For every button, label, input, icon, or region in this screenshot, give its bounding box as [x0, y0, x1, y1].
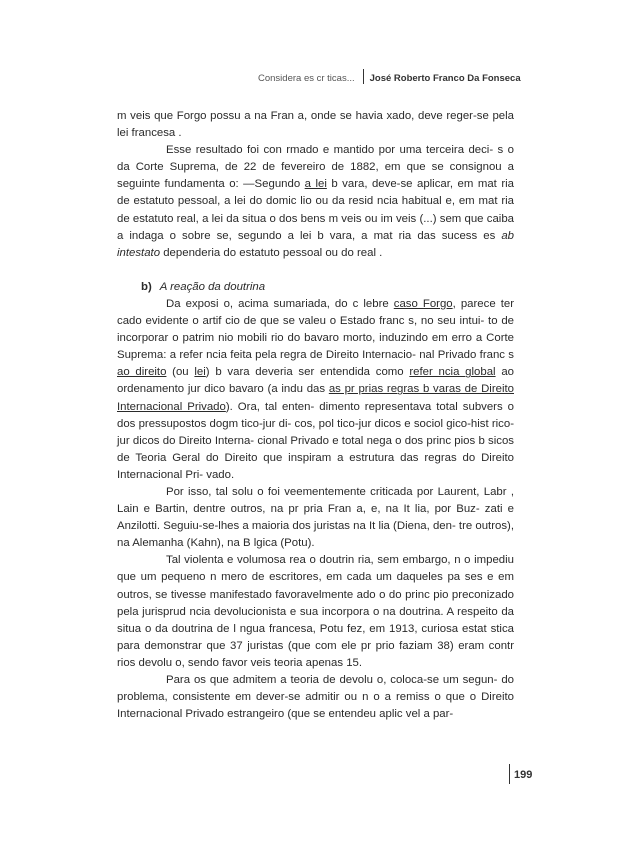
p3-text-c: (ou [166, 366, 195, 379]
p2-text-b: b vara, deve-se aplicar, em mat ria de estatuto pessoal, a lei do domic lio ou da resid ncia habitual e, em mat ria de estatuto real, a lei da situa o dos bens m veis ou im veis (...) sem que caiba a indaga o sobre se, segundo a lei b vara, a mat ria das sucess es [117, 178, 514, 242]
paragraph-6: Para os que admitem a teoria de devolu o, coloca-se um segun- do problema, consistente em dever-se admitir ou n o a remiss o que o Direito Internacional Privado estrangeiro (que se entendeu aplic vel a par- [117, 674, 514, 721]
page-body [117, 108, 514, 723]
paragraph-5: Tal violenta e volumosa rea o doutrin ria, sem embargo, n o impediu que um pequeno n mero de escritores, em cada um daqueles pa ses e em outros, se tivesse manifestado favoravelmente ado o do princ pio preconizado pela jurisprud ncia devolucionista e sua incorpora o na doutrina. A respeito da situa o da doutrina de l ngua francesa, Potu fez, em 1913, curiosa estat stica para demonstrar que 37 juristas (que com ele pr prio faziam 38) eram contr rios devolu o, sendo favor veis teoria apenas 15. [117, 554, 514, 669]
p3-text-e: ao ordenamento jur dico bavaro (a indu das [117, 366, 514, 396]
p3-text-f: ). Ora, tal enten- dimento representava total subvers o dos pressupostos dogm tico-jur di- cos, pol tico-jur dicos e sociol gico-hist rico-jur dicos do Direito Interna- cional Privado e total nega o dos princ pios b sicos de Teoria Geral do Direito que inspiram a estrutura das regras do Direito Internacional Pri- vado. [117, 400, 514, 481]
page-number-block [509, 764, 532, 784]
page-number: 199 [514, 769, 533, 781]
p2-underline-a-lei: a lei [304, 178, 327, 191]
page-number-divider [509, 764, 510, 784]
p3-text-d: ) b vara deveria ser entendida como [205, 366, 410, 379]
running-header [258, 69, 521, 84]
p3-underline-regras-bavaras: as pr prias regras b varas de Direito Internacional Privado [117, 383, 514, 413]
p3-underline-caso-forgo: caso Forgo [393, 297, 453, 310]
header-section-title: Considera es cr ticas... [258, 73, 355, 84]
p2-text-a: Esse resultado foi con rmado e mantido por uma terceira deci- s o da Corte Suprema, de 22 de fevereiro de 1882, em que se consignou a seguinte fundamenta o: —Segundo [117, 144, 514, 191]
header-divider [363, 69, 364, 84]
p3-underline-referencia-global: refer ncia global [409, 366, 496, 379]
p2-text-c: dependeria do estatuto pessoal ou do real . [160, 246, 383, 259]
paragraph-1: m veis que Forgo possu a na Fran a, onde se havia xado, deve reger-se pela lei francesa . [117, 110, 514, 140]
paragraph-4: Por isso, tal solu o foi veementemente criticada por Laurent, Labr , Lain e Bartin, dentre outros, na pr pria Fran a, e, na It lia, por Buz- zati e Anzilotti. Seguiu-se-lhes a maioria dos juristas na It lia (Diena, den- tre outros), na Alemanha (Kahn), na B lgica (Potu). [117, 485, 514, 550]
header-author: José Roberto Franco Da Fonseca [369, 73, 521, 84]
section-label: b) [141, 280, 152, 293]
p3-underline-lei: lei [194, 366, 206, 379]
section-title: A reação da doutrina [159, 280, 266, 293]
paragraph-2 [117, 142, 514, 262]
paragraph-3 [117, 296, 514, 484]
p3-underline-ao-direito: ao direito [117, 366, 167, 379]
p3-text-a: Da exposi o, acima sumariada, do c lebre [166, 297, 394, 310]
p2-italic-ab-intestato: ab intestato [117, 229, 514, 259]
p3-text-b: , parece ter cado evidente o artif cio de que se valeu o Estado franc s, no seu intui- to de incorporar o patrim nio mobili rio do bavaro morto, induzindo em erro a Corte Suprema: a refer ncia feita pela regra de Direito Internacio- nal Privado franc s [117, 297, 514, 362]
section-heading [117, 279, 514, 296]
